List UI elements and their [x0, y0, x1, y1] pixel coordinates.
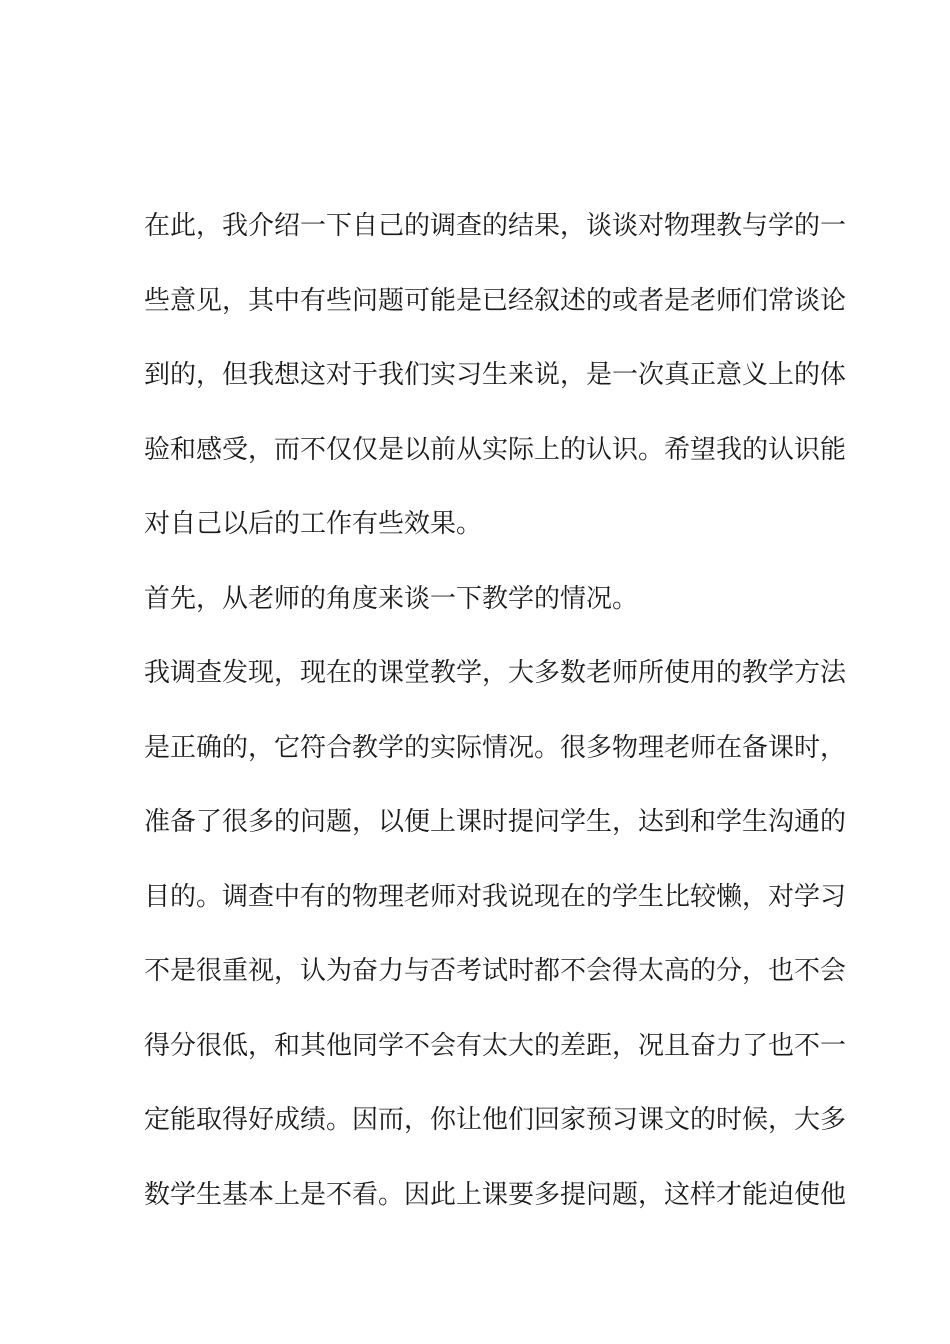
text-line: 得分很低，和其他同学不会有太大的差距，况且奋力了也不一: [144, 1030, 847, 1061]
text-line: 在此，我介绍一下自己的调查的结果，谈谈对物理教与学的一: [144, 211, 847, 241]
text-line: 目的。调查中有的物理老师对我说现在的学生比较懒，对学习: [144, 881, 847, 912]
text-line: 准备了很多的问题，以便上课时提问学生，达到和学生沟通的: [144, 807, 847, 837]
text-line: 首先，从老师的角度来谈一下教学的情况。: [144, 583, 639, 614]
text-line: 我调查发现，现在的课堂教学，大多数老师所使用的教学方法: [144, 658, 847, 688]
text-line: 是正确的，它符合教学的实际情况。很多物理老师在备课时，: [144, 732, 847, 763]
text-line: 不是很重视，认为奋力与否考试时都不会得太高的分，也不会: [144, 956, 847, 986]
document-body: [144, 200, 847, 1243]
text-line: 些意见，其中有些问题可能是已经叙述的或者是老师们常谈论: [144, 285, 847, 316]
text-line: 到的，但我想这对于我们实习生来说，是一次真正意义上的体: [144, 360, 847, 390]
text-line: 验和感受，而不仅仅是以前从实际上的认识。希望我的认识能: [144, 434, 847, 465]
text-line: 对自己以后的工作有些效果。: [144, 509, 483, 539]
text-line: 定能取得好成绩。因而，你让他们回家预习课文的时候，大多: [144, 1105, 847, 1135]
text-line: 数学生基本上是不看。因此上课要多提问题，这样才能迫使他: [144, 1179, 847, 1210]
